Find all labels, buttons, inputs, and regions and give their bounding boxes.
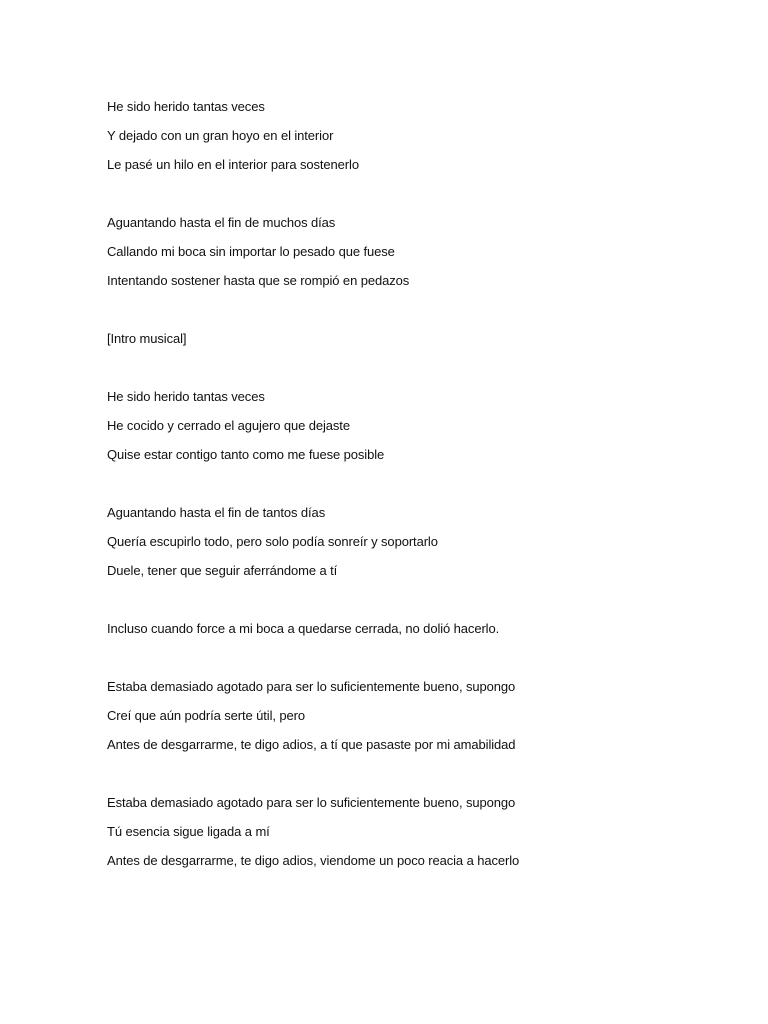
lyric-line: Duele, tener que seguir aferrándome a tí	[107, 563, 338, 578]
lyric-line: Intentando sostener hasta que se rompió en pedazos	[107, 273, 410, 288]
lyric-line: Quise estar contigo tanto como me fuese posible	[107, 447, 385, 462]
lyric-line: Le pasé un hilo en el interior para sostenerlo	[107, 157, 359, 172]
lyric-line: Estaba demasiado agotado para ser lo suficientemente bueno, supongo	[107, 679, 516, 694]
stanza	[107, 382, 727, 469]
lyric-line: Quería escupirlo todo, pero solo podía sonreír y soportarlo	[107, 534, 438, 549]
stanza	[107, 92, 727, 179]
lyric-line: Estaba demasiado agotado para ser lo suficientemente bueno, supongo	[107, 795, 516, 810]
lyric-line: Y dejado con un gran hoyo en el interior	[107, 128, 334, 143]
lyric-line: Antes de desgarrarme, te digo adios, viendome un poco reacia a hacerlo	[107, 853, 520, 868]
lyric-line: Incluso cuando force a mi boca a quedarse cerrada, no dolió hacerlo.	[107, 621, 500, 636]
lyric-line: He sido herido tantas veces	[107, 99, 265, 114]
lyric-line: Creí que aún podría serte útil, pero	[107, 708, 306, 723]
stanza	[107, 614, 727, 643]
lyric-line: Callando mi boca sin importar lo pesado que fuese	[107, 244, 395, 259]
stanza	[107, 324, 727, 353]
lyric-line: Aguantando hasta el fin de tantos días	[107, 505, 326, 520]
lyric-line: He sido herido tantas veces	[107, 389, 265, 404]
stanza	[107, 788, 727, 875]
lyric-line: Tú esencia sigue ligada a mí	[107, 824, 270, 839]
stanza	[107, 672, 727, 759]
lyric-line: He cocido y cerrado el agujero que dejaste	[107, 418, 350, 433]
section-marker: [Intro musical]	[107, 331, 187, 346]
lyric-line: Aguantando hasta el fin de muchos días	[107, 215, 336, 230]
lyric-line: Antes de desgarrarme, te digo adios, a tí que pasaste por mi amabilidad	[107, 737, 516, 752]
stanza	[107, 208, 727, 295]
lyrics-body	[107, 92, 727, 904]
stanza	[107, 498, 727, 585]
